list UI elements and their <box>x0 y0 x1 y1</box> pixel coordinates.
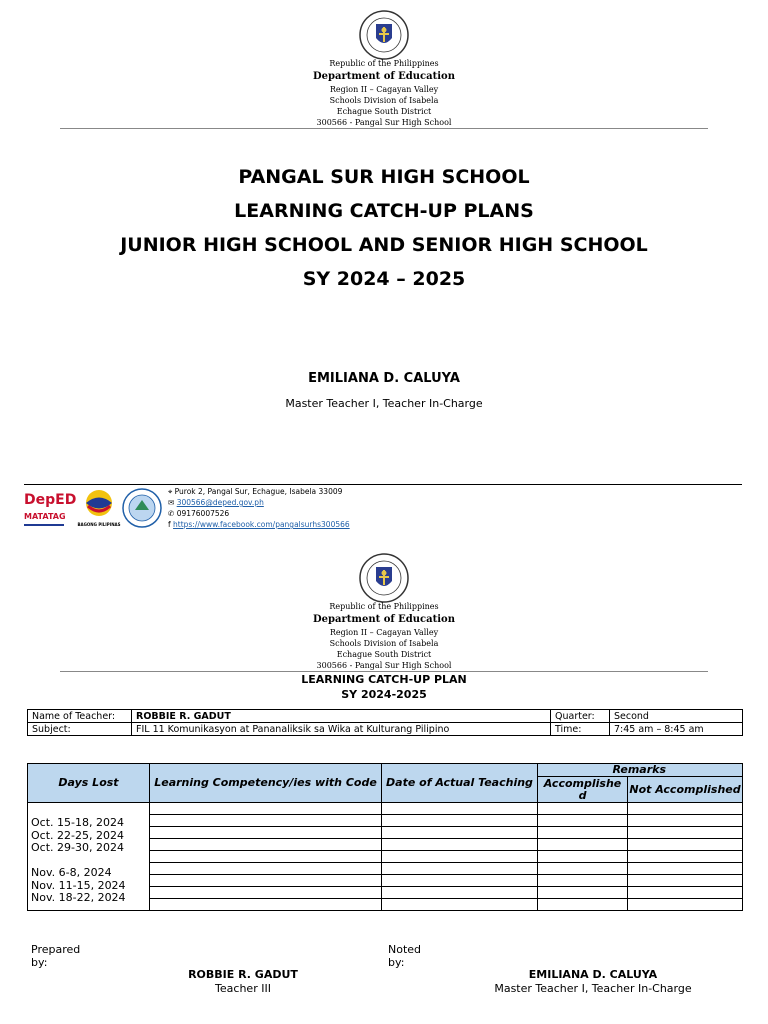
table-cell[interactable] <box>628 863 743 875</box>
quarter-value: Second <box>610 710 743 723</box>
republic-text: Republic of the Philippines <box>329 59 439 68</box>
table-cell[interactable] <box>538 827 628 839</box>
table-cell[interactable] <box>150 899 382 911</box>
table-cell[interactable] <box>538 899 628 911</box>
plan-school-year: SY 2024-2025 <box>341 688 427 701</box>
table-cell[interactable] <box>382 815 538 827</box>
remarks-header: Remarks <box>538 764 743 777</box>
quarter-label: Quarter: <box>551 710 610 723</box>
plan-title: LEARNING CATCH-UP PLAN <box>301 673 467 686</box>
days-lost-cell <box>28 803 150 911</box>
time-value: 7:45 am – 8:45 am <box>610 723 743 736</box>
footer-divider <box>24 484 742 485</box>
table-cell[interactable] <box>382 827 538 839</box>
table-cell[interactable] <box>538 803 628 815</box>
table-cell[interactable] <box>628 851 743 863</box>
date-actual-header: Date of Actual Teaching <box>382 764 538 803</box>
table-cell[interactable] <box>538 839 628 851</box>
accomplished-header: Accomplishe d <box>538 777 628 803</box>
table-cell[interactable] <box>628 839 743 851</box>
republic-text: Republic of the Philippines <box>329 602 439 611</box>
table-cell[interactable] <box>628 875 743 887</box>
table-cell[interactable] <box>628 887 743 899</box>
deped-matatag-logo: DepED MATATAG <box>24 492 72 530</box>
footer-contact <box>168 486 350 530</box>
bagong-pilipinas-logo <box>80 488 118 522</box>
region-text: Region II – Cagayan Valley <box>329 85 439 94</box>
phone-icon: ✆ <box>168 509 175 518</box>
days-item: Oct. 15-18, 2024 <box>31 816 124 829</box>
table-cell[interactable] <box>150 875 382 887</box>
division-text: Schools Division of Isabela <box>329 639 439 648</box>
table-cell[interactable] <box>382 863 538 875</box>
department-text: Department of Education <box>313 71 455 82</box>
footer-facebook-link[interactable]: https://www.facebook.com/pangalsurhs300566 <box>173 520 350 529</box>
subject-label: Subject: <box>28 723 132 736</box>
days-item: Nov. 18-22, 2024 <box>31 891 126 904</box>
division-text: Schools Division of Isabela <box>329 96 439 105</box>
competency-header: Learning Competency/ies with Code <box>150 764 382 803</box>
district-text: Echague South District <box>336 107 432 116</box>
cover-plan-title: LEARNING CATCH-UP PLANS <box>234 200 534 222</box>
teacher-info-table <box>27 709 743 736</box>
prepared-by-label: Prepared by: <box>31 943 81 969</box>
noted-by-title: Master Teacher I, Teacher In-Charge <box>494 982 692 995</box>
footer-address: Purok 2, Pangal Sur, Echague, Isabela 33009 <box>174 487 343 496</box>
district-text: Echague South District <box>336 650 432 659</box>
table-cell[interactable] <box>382 851 538 863</box>
prepared-by-title: Teacher III <box>215 982 271 995</box>
days-lost-header: Days Lost <box>28 764 150 803</box>
department-text: Department of Education <box>313 614 455 625</box>
school-id-text: 300566 - Pangal Sur High School <box>316 118 452 127</box>
table-cell[interactable] <box>150 887 382 899</box>
teacher-label: Name of Teacher: <box>28 710 132 723</box>
header-divider <box>60 128 708 129</box>
table-cell[interactable] <box>150 803 382 815</box>
bagong-pilipinas-text: BAGONG PILIPINAS <box>77 522 121 527</box>
table-cell[interactable] <box>150 851 382 863</box>
cover-school-year: SY 2024 – 2025 <box>302 268 466 290</box>
table-cell[interactable] <box>538 851 628 863</box>
table-cell[interactable] <box>628 899 743 911</box>
catch-up-plan-table <box>27 763 743 911</box>
mail-icon: ✉ <box>168 498 175 507</box>
table-cell[interactable] <box>150 863 382 875</box>
teacher-name: ROBBIE R. GADUT <box>132 710 551 723</box>
table-cell[interactable] <box>382 887 538 899</box>
table-cell[interactable] <box>150 839 382 851</box>
table-cell[interactable] <box>538 887 628 899</box>
table-cell[interactable] <box>382 839 538 851</box>
days-item: Oct. 29-30, 2024 <box>31 841 124 854</box>
table-cell[interactable] <box>382 803 538 815</box>
footer-phone: 09176007526 <box>176 509 230 518</box>
not-accomplished-header: Not Accomplished <box>628 777 743 803</box>
time-label: Time: <box>551 723 610 736</box>
days-item: Nov. 6-8, 2024 <box>31 866 112 879</box>
table-cell[interactable] <box>538 863 628 875</box>
header-divider <box>60 671 708 672</box>
table-cell[interactable] <box>150 827 382 839</box>
location-pin-icon: ⌖ <box>168 487 173 496</box>
table-cell[interactable] <box>382 875 538 887</box>
school-id-text: 300566 - Pangal Sur High School <box>316 661 452 670</box>
table-cell[interactable] <box>538 815 628 827</box>
table-cell[interactable] <box>150 815 382 827</box>
cover-school-name: PANGAL SUR HIGH SCHOOL <box>238 166 530 188</box>
prepared-by-name: ROBBIE R. GADUT <box>188 968 298 981</box>
table-cell[interactable] <box>628 803 743 815</box>
deped-seal-icon <box>359 10 409 60</box>
noted-by-label: Noted by: <box>388 943 422 969</box>
table-cell[interactable] <box>628 827 743 839</box>
subject-value: FIL 11 Komunikasyon at Pananaliksik sa Wika at Kulturang Pilipino <box>132 723 551 736</box>
days-item: Nov. 11-15, 2024 <box>31 878 126 892</box>
footer-email-link[interactable]: 300566@deped.gov.ph <box>176 498 264 507</box>
facebook-icon: f <box>168 520 171 529</box>
table-cell[interactable] <box>382 899 538 911</box>
deped-seal-icon <box>359 553 409 603</box>
region-text: Region II – Cagayan Valley <box>329 628 439 637</box>
noted-by-name: EMILIANA D. CALUYA <box>528 968 658 981</box>
table-cell[interactable] <box>538 875 628 887</box>
cover-level: JUNIOR HIGH SCHOOL AND SENIOR HIGH SCHOOL <box>120 234 648 256</box>
days-item: Oct. 22-25, 2024 <box>31 828 124 842</box>
cover-head-title: Master Teacher I, Teacher In-Charge <box>285 397 483 410</box>
table-cell[interactable] <box>628 815 743 827</box>
school-seal-icon <box>122 488 162 528</box>
cover-head-name: EMILIANA D. CALUYA <box>308 371 460 386</box>
